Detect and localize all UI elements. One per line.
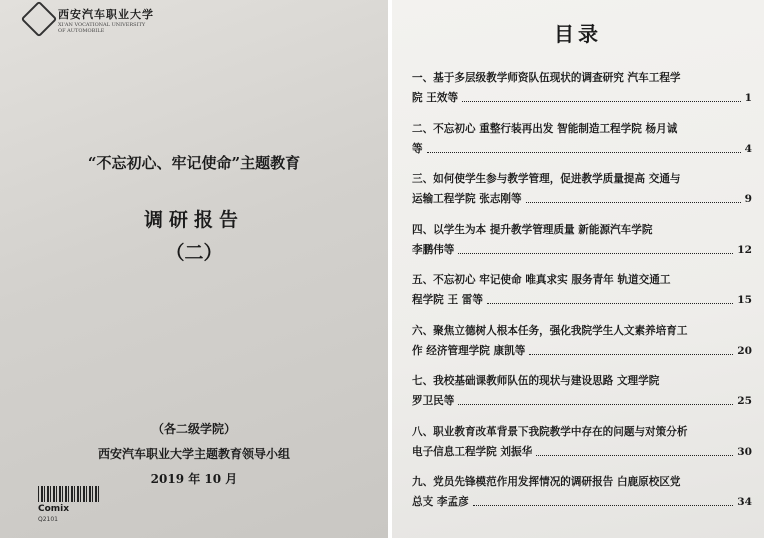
university-logo-icon bbox=[21, 1, 58, 38]
toc-item-line2: 院 王效等 bbox=[412, 92, 459, 104]
toc-item-line1: 三、如何使学生参与教学管理，促进教学质量提高 交通与 bbox=[412, 173, 681, 185]
toc-item-line2: 等 bbox=[412, 142, 423, 155]
toc-item-line2: 作 经济管理学院 康凯等 bbox=[412, 344, 526, 357]
toc-item-line2-row bbox=[412, 189, 752, 209]
toc-item-line1: 二、不忘初心 重整行装再出发 智能制造工程学院 杨月诚 bbox=[412, 122, 678, 135]
toc-leader-dots bbox=[529, 341, 733, 355]
university-name: 西安汽车职业大学 bbox=[58, 8, 154, 21]
toc-item bbox=[412, 321, 752, 361]
toc-item-page: 9 bbox=[744, 193, 752, 205]
toc-item bbox=[412, 422, 752, 462]
toc-item-page: 4 bbox=[744, 142, 752, 155]
toc-item bbox=[412, 119, 752, 159]
cover-org-line1: （各二级学院） bbox=[151, 422, 236, 436]
cover-title-line2: 调研报告 bbox=[143, 209, 244, 231]
toc-item-page: 25 bbox=[737, 395, 752, 407]
toc-page-photo bbox=[392, 0, 764, 538]
cover-date: 2019 年 10 月 bbox=[150, 472, 238, 486]
toc-leader-dots bbox=[462, 88, 741, 102]
toc-item bbox=[412, 472, 752, 512]
toc-item-line2-row bbox=[412, 442, 752, 462]
toc-item-line2: 总支 李孟彦 bbox=[412, 496, 469, 508]
toc-item bbox=[412, 68, 752, 108]
barcode-icon bbox=[38, 486, 100, 502]
toc-item-line2: 程学院 王 雷等 bbox=[412, 294, 483, 306]
cover-title-line3: （二） bbox=[165, 242, 223, 264]
toc-item-line2: 李鹏伟等 bbox=[412, 243, 455, 256]
toc-item-line1: 七、我校基础课教师队伍的现状与建设思路 文理学院 bbox=[412, 375, 660, 387]
toc-leader-dots bbox=[526, 189, 741, 203]
toc-item-page: 20 bbox=[737, 344, 752, 357]
toc-item-line1: 五、不忘初心 牢记使命 唯真求实 服务青年 轨道交通工 bbox=[412, 274, 671, 286]
cover-title-line1: “不忘初心、牢记使命”主题教育 bbox=[87, 154, 301, 172]
toc-leader-dots bbox=[427, 139, 741, 153]
toc-title: 目录 bbox=[554, 22, 602, 46]
toc-item bbox=[412, 220, 752, 260]
toc-item-line2-row bbox=[412, 240, 752, 260]
cover-org-line2: 西安汽车职业大学主题教育领导小组 bbox=[97, 447, 290, 461]
toc-item-line1: 四、以学生为本 提升教学管理质量 新能源汽车学院 bbox=[412, 223, 653, 236]
toc-item-line2: 罗卫民等 bbox=[412, 395, 455, 407]
toc-item-page: 1 bbox=[744, 92, 752, 104]
toc-item-page: 30 bbox=[737, 445, 752, 458]
toc-item-page: 12 bbox=[737, 243, 752, 256]
toc-leader-dots bbox=[458, 391, 733, 405]
toc-item-line2-row bbox=[412, 391, 752, 411]
toc-item-line1: 九、党员先锋模范作用发挥情况的调研报告 白鹿原校区党 bbox=[412, 476, 681, 488]
toc-leader-dots bbox=[536, 442, 733, 456]
toc-item bbox=[412, 169, 752, 209]
brand-label: Comix bbox=[38, 504, 70, 514]
toc-item-page: 34 bbox=[737, 496, 752, 508]
toc-item-line2: 电子信息工程学院 刘振华 bbox=[412, 445, 533, 458]
toc-item-line2: 运输工程学院 张志刚等 bbox=[412, 193, 522, 205]
toc-item-line1: 一、基于多层级教学师资队伍现状的调查研究 汽车工程学 bbox=[412, 72, 681, 84]
toc-item-line1: 八、职业教育改革背景下我院教学中存在的问题与对策分析 bbox=[412, 425, 688, 438]
toc-list bbox=[412, 68, 752, 523]
toc-item bbox=[412, 371, 752, 411]
toc-item-line2-row bbox=[412, 88, 752, 108]
toc-item-page: 15 bbox=[737, 294, 752, 306]
toc-item bbox=[412, 270, 752, 310]
toc-item-line2-row bbox=[412, 341, 752, 361]
toc-leader-dots bbox=[458, 240, 733, 254]
toc-leader-dots bbox=[487, 290, 733, 304]
product-code: Q2101 bbox=[38, 516, 58, 523]
toc-item-line2-row bbox=[412, 139, 752, 159]
toc-item-line2-row bbox=[412, 290, 752, 310]
university-name-english: XI'AN VOCATIONAL UNIVERSITY OF AUTOMOBILE bbox=[58, 22, 146, 34]
toc-item-line1: 六、聚焦立德树人根本任务，强化我院学生人文素养培育工 bbox=[412, 324, 688, 337]
toc-leader-dots bbox=[473, 492, 734, 506]
toc-item-line2-row bbox=[412, 492, 752, 512]
